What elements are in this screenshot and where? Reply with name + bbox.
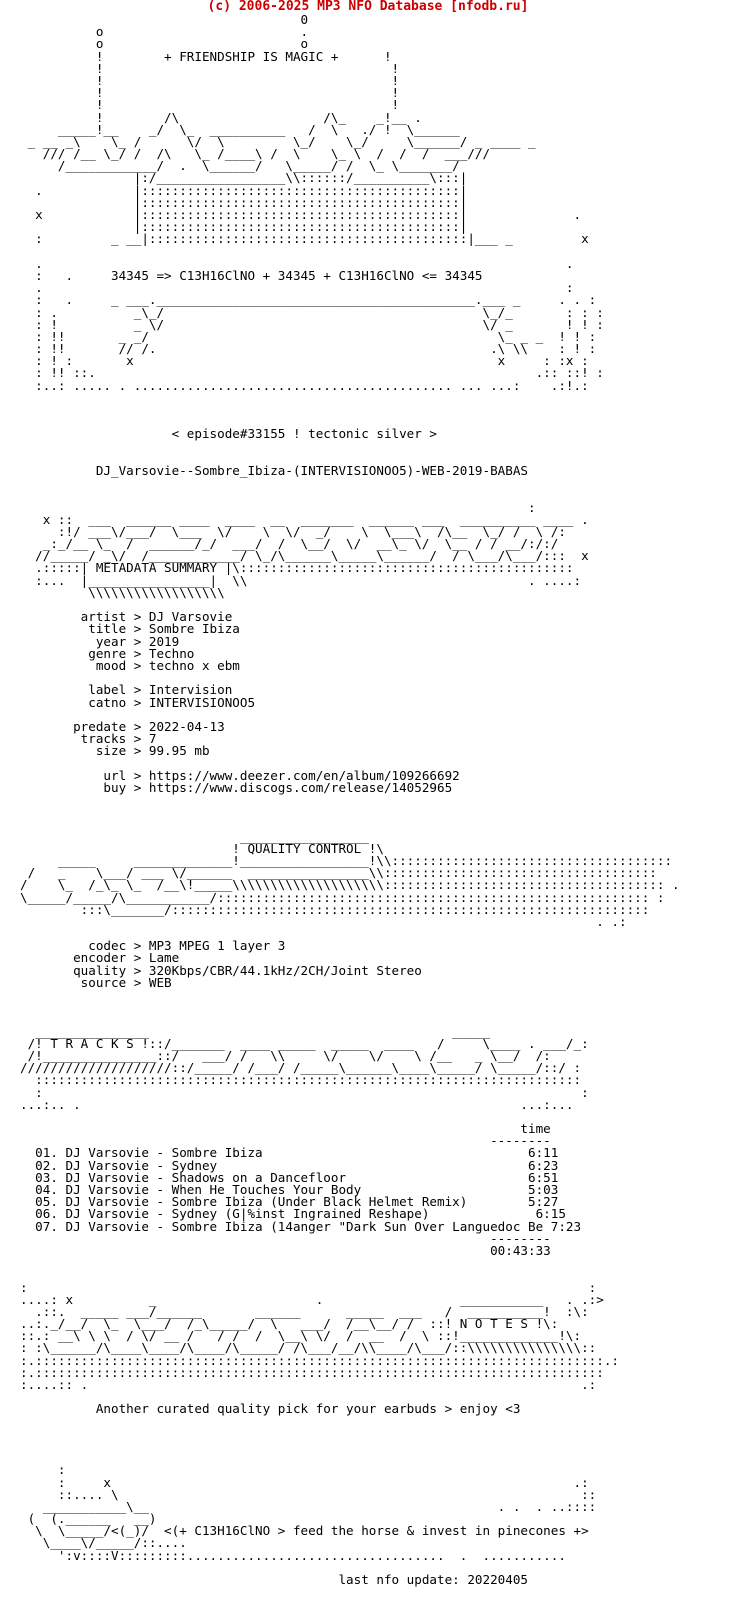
- nfo-line: ':v::::V:::::::::.................................. . ...........: [20, 1547, 566, 1563]
- nfo-line: _:_/__ \_ / ______/_/ ___/ / \__/ \/ __\_ \/ \__ / / __/:/:/: [20, 536, 559, 552]
- nfo-line: ! !: [20, 85, 400, 101]
- nfo-line: year > 2019: [20, 633, 180, 649]
- nfo-line: [20, 1416, 680, 1428]
- nfo-line: \____\/_____/::....: [20, 1535, 187, 1551]
- nfo-line: o .: [20, 24, 309, 40]
- nfo-line: : . _\_/ \_/_ : : :: [20, 304, 604, 320]
- nfo-line: _____!__ _/ \_ __________ / \ ./ ! \______: [20, 121, 460, 137]
- nfo-line: \ \_____/<(_)/ <(+ C13H16ClNO > feed the horse & invest in pinecones +>: [20, 1523, 589, 1539]
- nfo-line: ( (.______ __): [20, 1511, 157, 1527]
- nfo-line: .:::::| METADATA SUMMARY |\::::::::::::::::::::::::::::::::::::::::::::: [20, 560, 574, 576]
- nfo-text-block: [20, 14, 680, 1586]
- nfo-line: ////////////////////::/_____/ /___/ /_____\______\____\_____/ \_____/::/ :: [20, 1060, 582, 1076]
- nfo-line: : :\______/\____\____/\____/\_____/ /\___/__/\\____/\___/::\\\\\\\\\\\\\\\::: [20, 1340, 597, 1356]
- nfo-line: /! T R A C K S !::/_______ ____ _____ _____ ____ / \____ . ___/_:: [20, 1035, 589, 1051]
- nfo-line: 06. DJ Varsovie - Sydney (G|%inst Ingrained Reshape) 6:15: [20, 1206, 566, 1222]
- nfo-line: size > 99.95 mb: [20, 743, 210, 759]
- nfo-line: 02. DJ Varsovie - Sydney 6:23: [20, 1157, 559, 1173]
- nfo-line: :....:: . .:: [20, 1377, 597, 1392]
- nfo-line: [20, 806, 680, 818]
- nfo-line: quality > 320Kbps/CBR/44.1kHz/2CH/Joint Stereo: [20, 962, 422, 978]
- nfo-line: ::.... \ ::: [20, 1486, 597, 1502]
- nfo-line: : :: [20, 1084, 589, 1100]
- nfo-line: ! !: [20, 60, 400, 76]
- nfo-line: : :: [20, 1279, 597, 1295]
- nfo-line: < episode#33155 ! tectonic silver >: [20, 426, 438, 442]
- nfo-line: \_____/_____/\___________/::::::::::::::::::::::::::::::::::::::::::::::::::::::::: :: [20, 889, 665, 905]
- nfo-line: tracks > 7: [20, 731, 157, 747]
- nfo-line: : !! // /. .\ \\ : ! :: [20, 341, 597, 357]
- nfo-line: |::::::::::::::::::::::::::::::::::::::::::|: [20, 194, 468, 210]
- nfo-line: 04. DJ Varsovie - When He Touches Your Body 5:03: [20, 1182, 559, 1197]
- nfo-line: : ! : x x : :x :: [20, 353, 589, 369]
- nfo-line: : !! ::. .:: ::! :: [20, 365, 604, 381]
- nfo-line: ! !: [20, 97, 400, 113]
- nfo-line: [20, 441, 680, 453]
- nfo-line: last nfo update: 20220405: [20, 1572, 528, 1587]
- nfo-line: [20, 989, 680, 1001]
- nfo-line: --------: [20, 1230, 551, 1246]
- nfo-line: :.:::::::::::::::::::::::::::::::::::::::::::::::::::::::::::::::::::::::::::: [20, 1364, 604, 1380]
- nfo-line: buy > https://www.discogs.com/release/14052965: [20, 779, 453, 795]
- nfo-line: [20, 477, 680, 489]
- nfo-line: ! + FRIENDSHIP IS MAGIC + !: [20, 48, 392, 64]
- nfo-line: : ! _ \/ \/ _ ! ! :: [20, 316, 604, 332]
- nfo-line: [20, 1001, 680, 1013]
- nfo-line: x :: ___ ______ ____ ____ __ _______ ______ ___ __________ ____ .: [20, 511, 589, 527]
- site-banner: (c) 2006-2025 MP3 NFO Database [nfodb.ru]: [207, 0, 529, 14]
- nfo-line: genre > Techno: [20, 645, 195, 661]
- nfo-line: |:/_________________\\::::::/__________\:::|: [20, 170, 468, 186]
- nfo-line: 0: [20, 12, 309, 27]
- nfo-line: :.:::::::::::::::::::::::::::::::::::::::::::::::::::::::::::::::::::::::::::.:: [20, 1352, 619, 1368]
- nfo-line: ___________\__ . . . ..::::: [20, 1498, 597, 1514]
- nfo-line: ::.: __\ \ \ / \/ __ / / / / \__\ \/ / __ / \ ::!_____________!\:: [20, 1328, 582, 1344]
- nfo-line: ::::::::::::::::::::::::::::::::::::::::::::::::::::::::::::::::::::::::: [20, 1072, 582, 1088]
- nfo-line: [20, 794, 680, 806]
- nfo-line: . |::::::::::::::::::::::::::::::::::::::::::|: [20, 182, 468, 198]
- nfo-line: encoder > Lame: [20, 950, 180, 966]
- nfo-line: title > Sombre Ibiza: [20, 621, 240, 637]
- nfo-line: .::. _____ ___/______ ______ _____ ___ / __________! :\:: [20, 1303, 589, 1319]
- nfo-line: catno > INTERVISIONOO5: [20, 694, 256, 710]
- nfo-line: predate > 2022-04-13: [20, 718, 225, 734]
- nfo-line: [20, 392, 680, 404]
- nfo-line: ! QUALITY CONTROL !\: [20, 840, 384, 856]
- nfo-line: /!_______________::/ ___/ / \\ \/ \/ \ /__ _ \__/ /:: [20, 1047, 551, 1063]
- nfo-line: ! !: [20, 72, 400, 88]
- nfo-line: / \_ /_\_ \_ /__\!_____\\\\\\\\\\\\\\\\\\\\::::::::::::::::::::::::::::::::::::: .: [20, 877, 680, 893]
- nfo-line: :: [20, 1462, 66, 1478]
- nfo-line: :..: ..... . .......................................... ... ...: .:!.:: [20, 377, 589, 393]
- nfo-line: ! /\ /\_ _!__ .: [20, 109, 422, 125]
- nfo-line: [20, 1440, 680, 1452]
- nfo-line: . :: [20, 280, 574, 296]
- nfo-line: label > Intervision: [20, 682, 233, 698]
- nfo-line: url > https://www.deezer.com/en/album/109266692: [20, 767, 460, 783]
- nfo-line: source > WEB: [20, 974, 172, 990]
- nfo-line: _ __ _\ \_ / \/ \ \_/ \_/ \______/ _ ____ _: [20, 133, 536, 149]
- nfo-line: 07. DJ Varsovie - Sombre Ibiza (14anger "Dark Sun Over Languedoc Be 7:23: [20, 1218, 582, 1234]
- nfo-line: :... |________________| \\ . ....:: [20, 572, 582, 588]
- nfo-line: //_____/ _\/ /____________/ \_/\______\_____\______/ / \___/\___/::: x: [20, 548, 589, 564]
- nfo-line: . .:: [20, 913, 627, 929]
- nfo-line: \\\\\\\\\\\\\\\\\\: [20, 584, 225, 600]
- nfo-line: : . _ ___.__________________________________________.___ _ . . :: [20, 292, 597, 308]
- nfo-line: --------: [20, 1133, 551, 1149]
- nfo-line: [20, 1257, 680, 1269]
- nfo-line: mood > techno x ebm: [20, 657, 240, 673]
- nfo-line: : _ __|::::::::::::::::::::::::::::::::::::::::::|___ _ x: [20, 231, 589, 247]
- nfo-line: o o: [20, 36, 309, 52]
- nfo-line: 03. DJ Varsovie - Shadows on a Dancefloor 6:51: [20, 1169, 559, 1185]
- nfo-line: x |::::::::::::::::::::::::::::::::::::::::::| .: [20, 207, 582, 222]
- nfo-line: 00:43:33: [20, 1242, 551, 1258]
- nfo-line: : . 34345 => C13H16ClNO + 34345 + C13H16ClNO <= 34345: [20, 267, 483, 283]
- nfo-line: [20, 1452, 680, 1464]
- nfo-line: ..:._/__/ \_ \___/ /_\_____/ \ ___/ /__\__/ / ::! N O T E S !\:: [20, 1316, 559, 1332]
- nfo-line: _____ _____________!_________________!\\:::::::::::::::::::::::::::::::::::::: [20, 852, 673, 868]
- nfo-line: / _ \___/ ___ \/______ ________________\\::::::::::::::::::::::::::::::::::::: [20, 865, 657, 881]
- nfo-line: . .: [20, 255, 574, 271]
- nfo-line: :: [20, 499, 536, 515]
- nfo-line: [20, 1428, 680, 1440]
- nfo-line: :::\_______/:::::::::::::::::::::::::::::::::::::::::::::::::::::::::::::::: [20, 901, 650, 917]
- nfo-line: [20, 404, 680, 416]
- nfo-line: 05. DJ Varsovie - Sombre Ibiza (Under Black Helmet Remix) 5:27: [20, 1194, 559, 1210]
- nfo-line: _______________ _____: [20, 1023, 491, 1039]
- nfo-line: 01. DJ Varsovie - Sombre Ibiza 6:11: [20, 1145, 559, 1161]
- nfo-line: Another curated quality pick for your earbuds > enjoy <3: [20, 1401, 521, 1417]
- nfo-line: ...:.. . ...:...: [20, 1096, 574, 1112]
- nfo-line: /____________/ . \______/ \_____/ / \_ \_______/: [20, 158, 460, 174]
- nfo-line: |::::::::::::::::::::::::::::::::::::::::::|: [20, 219, 468, 235]
- nfo-line: time: [20, 1121, 551, 1137]
- nfo-line: DJ_Varsovie--Sombre_Ibiza-(INTERVISIONOO5)-WEB-2019-BABAS: [20, 462, 528, 478]
- nfo-line: :!/ ___\/___/ \___ \/ \ \/ _/ \ \___\ /\__ \_/ / \ /:: [20, 523, 566, 539]
- nfo-line: _________________: [20, 828, 369, 844]
- nfo-line: /// /__ \_/ / /\ \_ /____\ / \ \_ \ / / / ___///: [20, 146, 498, 162]
- nfo-line: : !! _ _/ \_ _ _ ! ! :: [20, 328, 597, 344]
- nfo-line: ....: x _ . ___________ . .:>: [20, 1291, 604, 1307]
- nfo-line: artist > DJ Varsovie: [20, 609, 233, 625]
- nfo-line: codec > MP3 MPEG 1 layer 3: [20, 938, 286, 954]
- nfo-line: : x .:: [20, 1474, 589, 1490]
